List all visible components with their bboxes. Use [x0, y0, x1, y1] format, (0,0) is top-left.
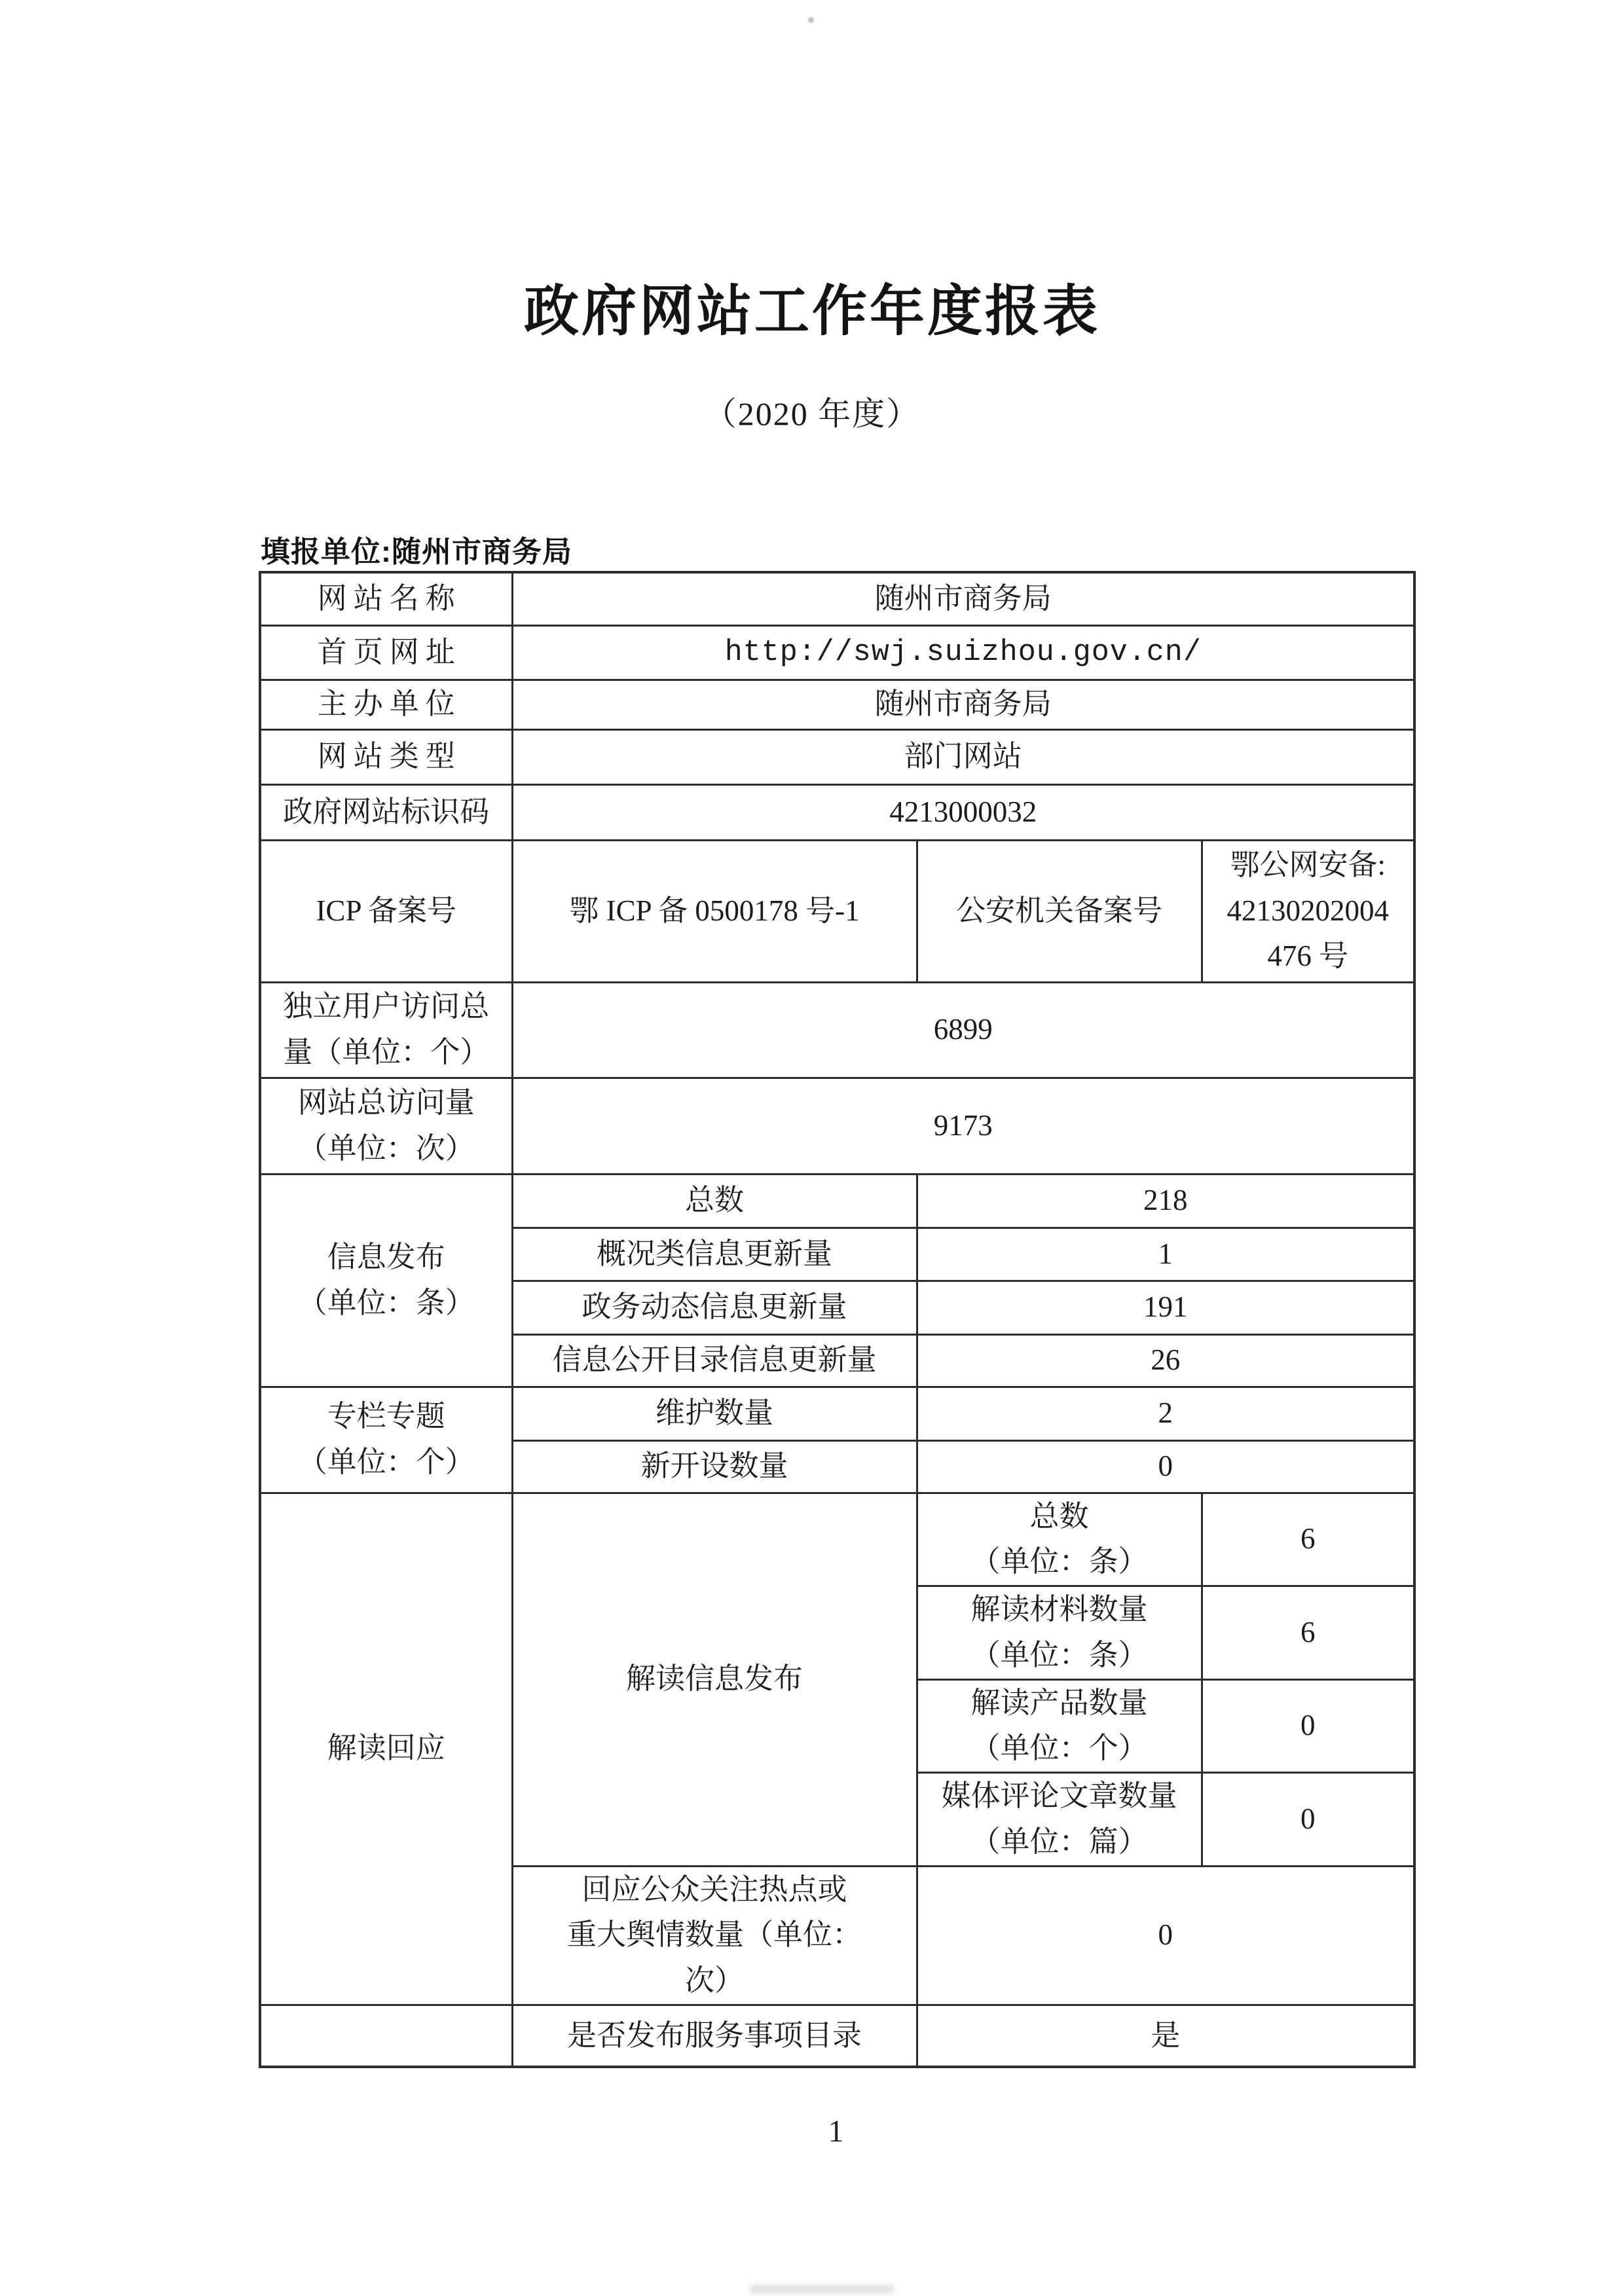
home-url-value: http://swj.suizhou.gov.cn/ — [512, 625, 1414, 680]
row-icp — [260, 840, 1414, 982]
label-line: 网站总访问量 — [297, 1085, 475, 1119]
special-topics-group-label — [260, 1387, 512, 1493]
service-catalog-value: 是 — [917, 2005, 1414, 2067]
overview-update-value: 1 — [917, 1228, 1414, 1281]
annual-report-table — [259, 571, 1416, 2068]
new-open-count-label: 新开设数量 — [512, 1440, 917, 1493]
interpret-total-label — [917, 1493, 1202, 1586]
site-name-value: 随州市商务局 — [512, 572, 1414, 625]
hotspot-response-label — [512, 1866, 917, 2005]
interpret-product-value: 0 — [1202, 1679, 1414, 1773]
home-url-label: 首页网址 — [260, 625, 512, 680]
catalog-update-label: 信息公开目录信息更新量 — [512, 1334, 917, 1387]
label-line: 解读产品数量 — [970, 1686, 1148, 1719]
report-unit-line: 填报单位:随州市商务局 — [261, 535, 572, 568]
info-publish-group-label — [260, 1174, 512, 1387]
interpret-material-label — [917, 1586, 1202, 1680]
label-line: 媒体评论文章数量 — [941, 1779, 1177, 1812]
site-code-value: 4213000032 — [512, 784, 1414, 840]
organizer-value: 随州市商务局 — [512, 680, 1414, 729]
police-filing-line: 鄂公网安备: — [1230, 848, 1386, 881]
interpret-total-value: 6 — [1202, 1493, 1414, 1586]
empty-cell — [260, 2005, 512, 2067]
interpret-product-label — [917, 1679, 1202, 1773]
info-publish-total-label: 总数 — [512, 1174, 917, 1228]
hotspot-response-value: 0 — [917, 1866, 1414, 2005]
interpret-material-value: 6 — [1202, 1586, 1414, 1680]
site-name-label: 网站名称 — [260, 572, 512, 625]
police-filing-line: 476 号 — [1267, 939, 1349, 973]
media-comment-value: 0 — [1202, 1773, 1414, 1867]
label-line: （单位：个） — [970, 1732, 1148, 1765]
police-filing-line: 42130202004 — [1227, 894, 1390, 927]
site-code-label: 政府网站标识码 — [260, 784, 512, 840]
dynamic-update-value: 191 — [917, 1281, 1414, 1334]
label-line: （单位：次） — [297, 1131, 475, 1165]
row-site-code — [260, 784, 1414, 840]
scan-speck — [808, 17, 814, 23]
row-service-catalog — [260, 2005, 1414, 2067]
row-special-topics-maintain — [260, 1387, 1414, 1440]
maintain-count-label: 维护数量 — [512, 1387, 917, 1440]
catalog-update-value: 26 — [917, 1334, 1414, 1387]
dynamic-update-label: 政务动态信息更新量 — [512, 1281, 917, 1334]
service-catalog-label: 是否发布服务事项目录 — [512, 2005, 917, 2067]
police-filing-label: 公安机关备案号 — [917, 840, 1202, 982]
document-title: 政府网站工作年度报表 — [523, 280, 1100, 342]
row-info-publish-total — [260, 1174, 1414, 1228]
row-organizer — [260, 680, 1414, 729]
label-line: 总数 — [1029, 1499, 1089, 1533]
row-site-type — [260, 729, 1414, 784]
organizer-label: 主办单位 — [260, 680, 512, 729]
label-line: 次） — [684, 1964, 744, 1997]
row-unique-visitors — [260, 982, 1414, 1078]
label-line: （单位：篇） — [970, 1825, 1148, 1858]
media-comment-label — [917, 1773, 1202, 1867]
overview-update-label: 概况类信息更新量 — [512, 1228, 917, 1281]
label-line: （单位：条） — [297, 1286, 475, 1319]
total-visits-label — [260, 1078, 512, 1174]
scan-smudge — [750, 2285, 894, 2293]
row-interpret-total — [260, 1493, 1414, 1586]
label-line: 量（单位：个） — [283, 1036, 490, 1068]
unique-visitors-value: 6899 — [512, 982, 1414, 1078]
label-line: 专栏专题 — [327, 1400, 445, 1433]
label-line: 解读材料数量 — [970, 1593, 1148, 1626]
label-line: 信息发布 — [327, 1240, 445, 1273]
maintain-count-value: 2 — [917, 1387, 1414, 1440]
icp-label: ICP 备案号 — [260, 840, 512, 982]
page-number: 1 — [828, 2114, 844, 2149]
new-open-count-value: 0 — [917, 1440, 1414, 1493]
label-line: （单位：个） — [297, 1446, 475, 1478]
site-type-value: 部门网站 — [512, 729, 1414, 784]
interpret-response-group-label: 解读回应 — [260, 1493, 512, 2005]
info-publish-total-value: 218 — [917, 1174, 1414, 1228]
icp-value: 鄂 ICP 备 0500178 号-1 — [512, 840, 917, 982]
label-line: （单位：条） — [970, 1638, 1148, 1671]
interpret-publish-label: 解读信息发布 — [512, 1493, 917, 1866]
label-line: 回应公众关注热点或 — [581, 1872, 847, 1906]
row-total-visits — [260, 1078, 1414, 1174]
label-line: 重大舆情数量（单位： — [566, 1918, 862, 1952]
label-line: （单位：条） — [970, 1545, 1148, 1578]
label-line: 独立用户访问总 — [283, 990, 490, 1023]
row-site-name — [260, 572, 1414, 625]
police-filing-value — [1202, 840, 1414, 982]
row-home-url — [260, 625, 1414, 680]
unique-visitors-label — [260, 982, 512, 1078]
document-subtitle: （2020 年度） — [703, 395, 921, 432]
site-type-label: 网站类型 — [260, 729, 512, 784]
total-visits-value: 9173 — [512, 1078, 1414, 1174]
